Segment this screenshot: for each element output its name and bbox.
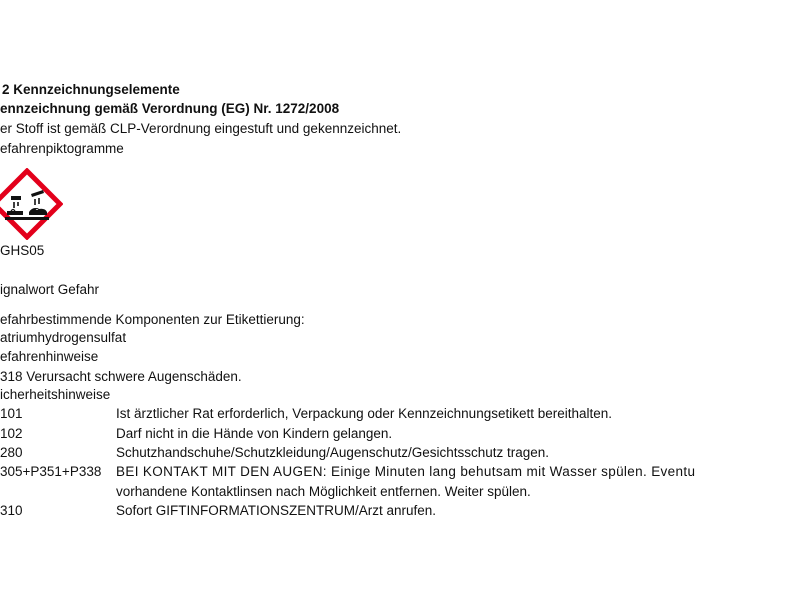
regulation-heading: ennzeichnung gemäß Verordnung (EG) Nr. 1272/2008 — [0, 101, 340, 116]
corrosion-icon — [0, 168, 63, 240]
classification-text: er Stoff ist gemäß CLP-Verordnung eingestuft und gekennzeichnet. — [0, 121, 402, 136]
precaution-text-continued: vorhandene Kontaktlinsen nach Möglichkeit entfernen. Weiter spülen. — [116, 484, 531, 499]
precaution-code: 305+P351+P338 — [0, 464, 102, 479]
signal-word: ignalwort Gefahr — [0, 282, 100, 297]
hazard-statement: 318 Verursacht schwere Augenschäden. — [0, 369, 242, 384]
components-label: efahrbestimmende Komponenten zur Etikettierung: — [0, 312, 305, 327]
precaution-text: BEI KONTAKT MIT DEN AUGEN: Einige Minuten lang behutsam mit Wasser spülen. Eventu — [116, 464, 696, 479]
precaution-code: 280 — [0, 445, 23, 460]
precaution-code: 101 — [0, 406, 23, 421]
precaution-text: Schutzhandschuhe/Schutzkleidung/Augenschutz/Gesichtsschutz tragen. — [116, 445, 550, 460]
pictograms-label: efahrenpiktogramme — [0, 141, 124, 156]
section-heading: 2 Kennzeichnungselemente — [2, 82, 180, 97]
component-name: atriumhydrogensulfat — [0, 330, 127, 345]
precaution-text: Sofort GIFTINFORMATIONSZENTRUM/Arzt anrufen. — [116, 503, 437, 518]
precautionary-statements-label: icherheitshinweise — [0, 387, 111, 402]
precaution-code: 102 — [0, 426, 23, 441]
precaution-text: Ist ärztlicher Rat erforderlich, Verpackung oder Kennzeichnungsetikett bereithalten. — [116, 406, 613, 421]
pictogram-code: GHS05 — [0, 243, 45, 258]
hazard-statements-label: efahrenhinweise — [0, 349, 99, 364]
precaution-text: Darf nicht in die Hände von Kindern gelangen. — [116, 426, 393, 441]
precaution-code: 310 — [0, 503, 23, 518]
